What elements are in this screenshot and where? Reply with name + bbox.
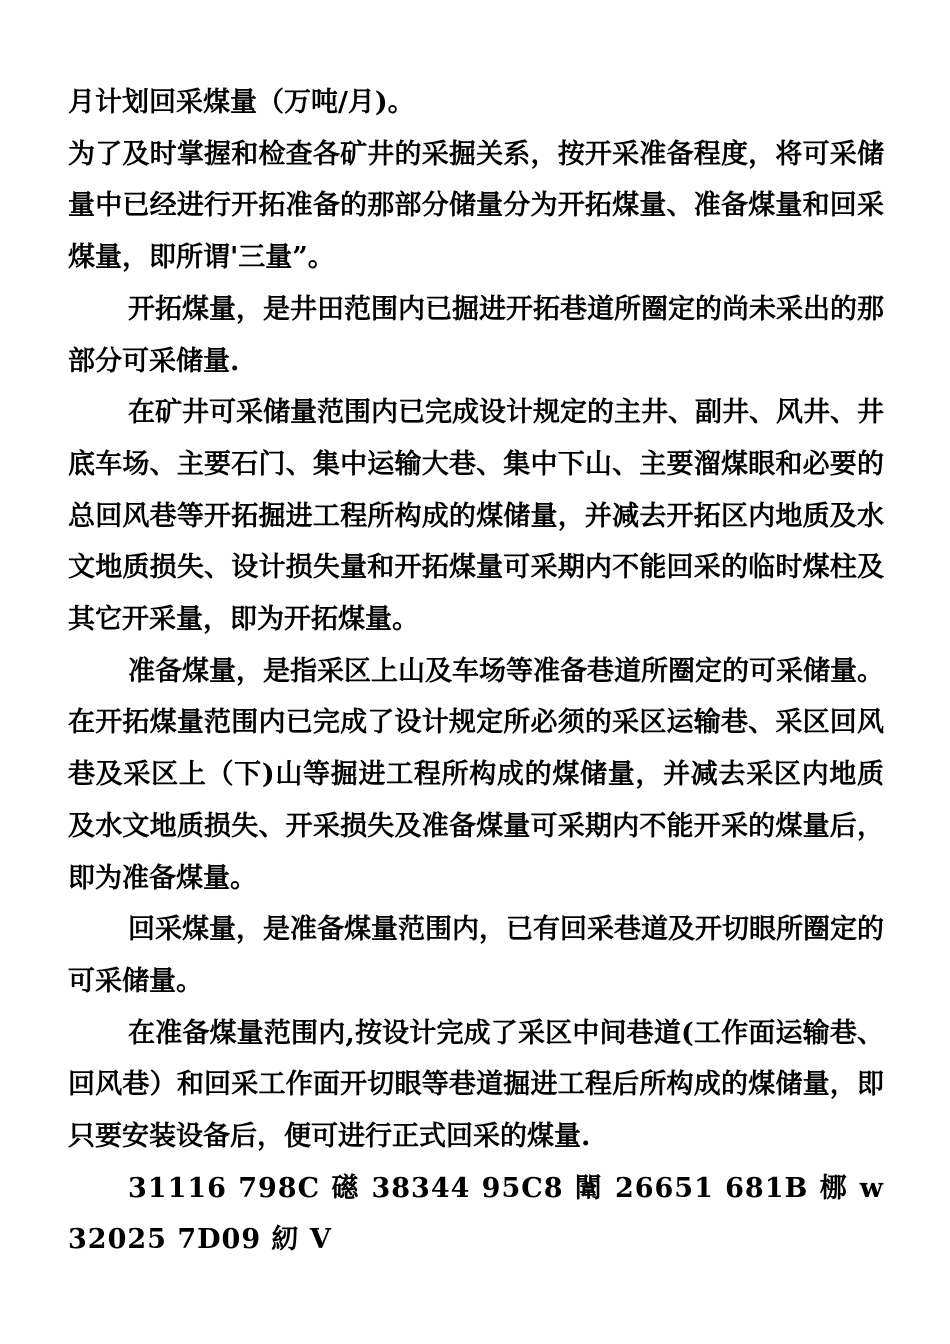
paragraph-extraction-coal-detail: 在准备煤量范围内,按设计完成了采区中间巷道(工作面运输巷、回风巷）和回采工作面开切眼等巷道掘进工程后所构成的煤储量，即只要安装设备后，便可进行正式回采的煤量. [68, 1017, 884, 1153]
paragraph-development-coal-detail: 在矿井可采储量范围内已完成设计规定的主井、副井、风井、井底车场、主要石门、集中运输大巷、集中下山、主要溜煤眼和必要的总回风巷等开拓掘进工程所构成的煤储量，并减去开拓区内地质及水文地质损失、设计损失量和开拓煤量可采期内不能回采的临时煤柱及其它开采量，即为开拓煤量。 [68, 397, 884, 636]
paragraph-monthly-plan: 月计划回采煤量（万吨/月)。 [68, 87, 415, 118]
paragraph-development-coal-definition: 开拓煤量，是井田范围内已掘进开拓巷道所圈定的尚未采出的那部分可采储量. [68, 293, 884, 377]
paragraph-three-quantities-intro: 为了及时掌握和检查各矿井的采掘关系，按开采准备程度，将可采储量中已经进行开拓准备的那部分储量分为开拓煤量、准备煤量和回采煤量，即所谓'三量”。 [68, 138, 884, 274]
paragraph-prepared-coal: 准备煤量，是指采区上山及车场等准备巷道所圈定的可采储量。在开拓煤量范围内已完成了设计规定所必须的采区运输巷、采区回风巷及采区上（下)山等掘进工程所构成的煤储量，并减去采区内地质及水文地质损失、开采损失及准备煤量可采期内不能开采的煤量后，即为准备煤量。 [68, 655, 884, 894]
document-page [68, 77, 884, 1266]
paragraph-extraction-coal-definition: 回采煤量，是准备煤量范围内，已有回采巷道及开切眼所圈定的可采储量。 [68, 914, 884, 997]
paragraph-garbled-codes: 31116 798C 礠 38344 95C8 闈 26651 681B 梛 w 32025 7D09 紉 V [68, 1172, 884, 1256]
